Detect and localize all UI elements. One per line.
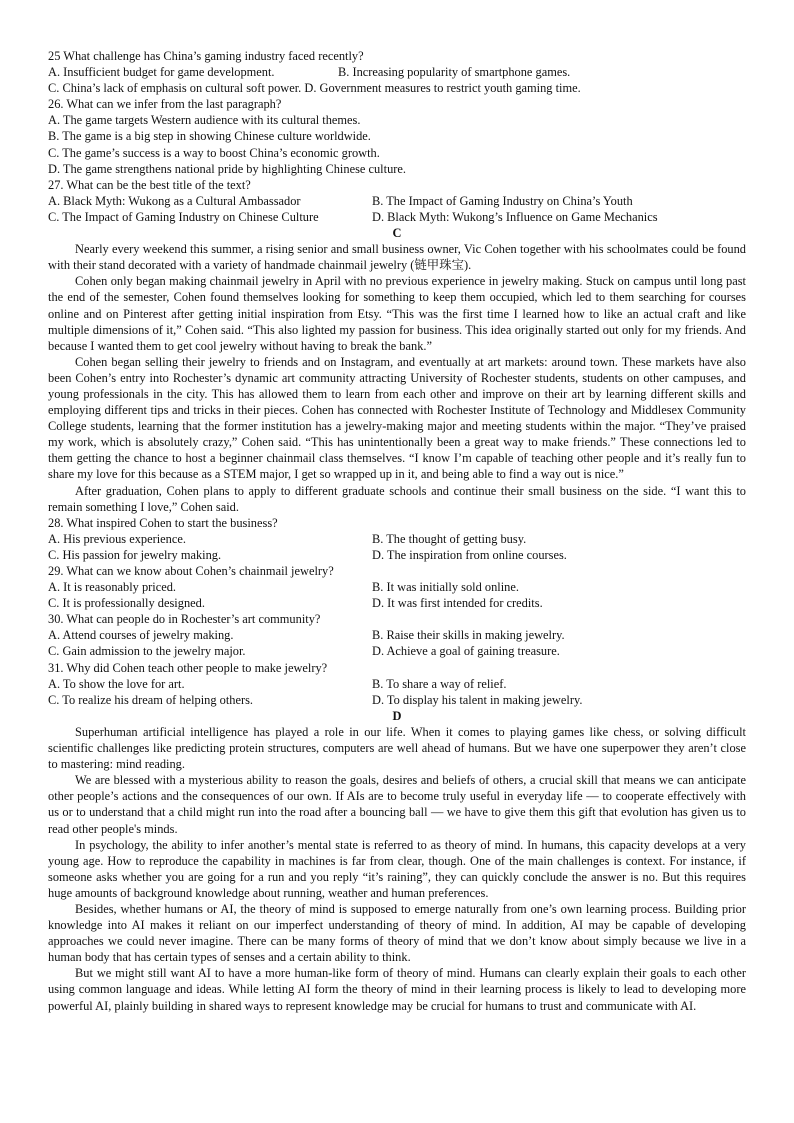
question-27-options-cd [48, 209, 746, 225]
option-28c: C. His passion for jewelry making. [48, 547, 222, 562]
section-d-paragraph-1: Superhuman artificial intelligence has played a role in our life. When it comes to playing games like chess, or solving difficult scientific challenges like predicting protein structures, computers are well ahead of humans. But we have one superpower they aren’t close to mastering: mind reading. [48, 724, 746, 772]
section-d-paragraph-3: In psychology, the ability to infer another’s mental state is referred to as theory of mind. In humans, this capacity develops at a very young age. How to reproduce the capability in machines is far from clear, though. One of the main challenges is context. For instance, if someone asks whether you are going for a run and you reply “it’s raining”, they can quickly conclude the answer is no. But this requires huge amounts of background knowledge about running, weather and human preferences. [48, 837, 746, 900]
question-30-options-cd [48, 643, 746, 659]
question-29-options-ab [48, 579, 746, 595]
option-26d: D. The game strengthens national pride by highlighting Chinese culture. [48, 161, 406, 176]
option-28a: A. His previous experience. [48, 531, 186, 546]
question-30: 30. What can people do in Rochester’s art community? [48, 612, 321, 627]
question-30-options-ab [48, 627, 746, 643]
question-26: 26. What can we infer from the last paragraph? [48, 97, 282, 112]
question-29: 29. What can we know about Cohen’s chainmail jewelry? [48, 564, 334, 578]
option-30b: B. Raise their skills in making jewelry. [372, 628, 565, 643]
option-31a: A. To show the love for art. [48, 676, 185, 691]
option-28b: B. The thought of getting busy. [372, 531, 527, 546]
option-27c: C. The Impact of Gaming Industry on Chinese Culture [48, 209, 319, 224]
option-31b: B. To share a way of relief. [372, 676, 507, 691]
section-d-paragraph-4: Besides, whether humans or AI, the theory of mind is supposed to emerge naturally from one’s own learning process. Building prior knowledge into AI makes it reliant on our imperfect understanding of theory of mind. In addition, AI may be capable of developing approaches we could never imagine. There can be many forms of theory of mind that we don’t know about simply because we live in a human body that has certain types of senses and a certain ability to think. [48, 901, 746, 965]
section-c-paragraph-3: Cohen began selling their jewelry to friends and on Instagram, and eventually at art markets: around town. These markets have also been Cohen’s entry into Rochester’s dynamic art community attracting University of Rochester students, students on other campuses, and young professionals in the city. This has allowed them to learn from each other and improve on their art by learning different skills and employing different tips and tricks in their pieces. Cohen has connected with Rochester Institute of Technology and Middlesex Community College students, learning that the former institution has a jewelry-making major and meeting students within the major. “They’ve praised my work, which is absolutely crazy,” Cohen said. “This has unintentionally been a great way to make friends.” These connections led to them getting the chance to host a beginner chainmail class themselves. “I know I’m capable of teaching other people and it’s really fun to share my love for this because as a STEM major, I get so wrapped up in it, and being able to find a way out is nice.” [48, 354, 746, 482]
section-c-title: C [392, 226, 402, 241]
question-27-options-ab [48, 193, 746, 209]
question-28-options-cd [48, 547, 746, 563]
option-31c: C. To realize his dream of helping others. [48, 692, 254, 707]
question-31-options-cd [48, 692, 746, 708]
option-29a: A. It is reasonably priced. [48, 580, 176, 595]
question-28: 28. What inspired Cohen to start the business? [48, 515, 278, 530]
option-25c: C. China’s lack of emphasis on cultural soft power. [48, 81, 302, 96]
section-d-paragraph-2: We are blessed with a mysterious ability to reason the goals, desires and beliefs of others, a crucial skill that means we can anticipate other people’s actions and the consequences of our own. If AIs are to become truly useful in everyday life — to cooperate effectively with us or to understand that a child might run into the road after a bouncing ball — we have to give them this gift that evolution has given us to read other people's minds. [48, 773, 746, 836]
section-c-paragraph-4: After graduation, Cohen plans to apply to different graduate schools and continue their small business on the side. “I want this to remain something I love,” Cohen said. [48, 483, 746, 514]
option-27a: A. Black Myth: Wukong as a Cultural Ambassador [48, 193, 301, 208]
question-28-options-ab [48, 531, 746, 547]
option-29c: C. It is professionally designed. [48, 596, 205, 611]
section-c-paragraph-2: Cohen only began making chainmail jewelry in April with no previous experience in jewelry making. Stuck on campus until long past the end of the semester, Cohen found themselves looking for something to keep them occupied, which led to them searching for courses online and on Pinterest after getting initial inspiration from Etsy. “This was the first time I learned how to like an actual craft and like multiple dimensions of it,” Cohen said. “This also lighted my passion for business. This idea originally started out only for my friends. And because I wanted them to get cool jewelry without having to break the bank.” [48, 274, 746, 353]
option-26a: A. The game targets Western audience with its cultural themes. [48, 113, 361, 128]
option-28d: D. The inspiration from online courses. [372, 547, 567, 562]
option-26c: C. The game’s success is a way to boost China’s economic growth. [48, 145, 380, 160]
question-31: 31. Why did Cohen teach other people to make jewelry? [48, 660, 328, 675]
option-26b: B. The game is a big step in showing Chinese culture worldwide. [48, 129, 371, 144]
option-27b: B. The Impact of Gaming Industry on China’s Youth [372, 193, 633, 208]
option-25d: D. Government measures to restrict youth gaming time. [304, 81, 581, 96]
question-25-options-ab [48, 64, 746, 80]
option-30a: A. Attend courses of jewelry making. [48, 628, 234, 643]
question-29-options-cd [48, 595, 746, 611]
option-25b: B. Increasing popularity of smartphone games. [338, 65, 571, 80]
option-30d: D. Achieve a goal of gaining treasure. [372, 644, 560, 659]
option-29d: D. It was first intended for credits. [372, 596, 543, 611]
section-c-paragraph-1: Nearly every weekend this summer, a rising senior and small business owner, Vic Cohen together with his schoolmates could be found with their stand decorated with a variety of handmade chainmail jewelry (链甲珠宝). [48, 242, 746, 273]
section-d-paragraph-5: But we might still want AI to have a more human-like form of theory of mind. Humans can clearly explain their goals to each other using common language and ideas. While letting AI form the theory of mind in their learning process is likely to lead to developing more powerful AI, plainly building in shared ways to represent knowledge may be crucial for humans to trust and communicate with AI. [48, 966, 746, 1013]
question-31-options-ab [48, 676, 746, 692]
option-25a: A. Insufficient budget for game development. [48, 65, 275, 80]
question-27: 27. What can be the best title of the text? [48, 177, 251, 192]
option-31d: D. To display his talent in making jewelry. [372, 692, 583, 707]
option-30c: C. Gain admission to the jewelry major. [48, 644, 246, 659]
option-29b: B. It was initially sold online. [372, 580, 519, 595]
question-25-options-cd [48, 80, 746, 96]
exam-page [48, 48, 746, 1014]
question-25: 25 What challenge has China’s gaming industry faced recently? [48, 49, 364, 63]
section-d-title: D [392, 708, 402, 723]
option-27d: D. Black Myth: Wukong’s Influence on Game Mechanics [372, 209, 658, 224]
